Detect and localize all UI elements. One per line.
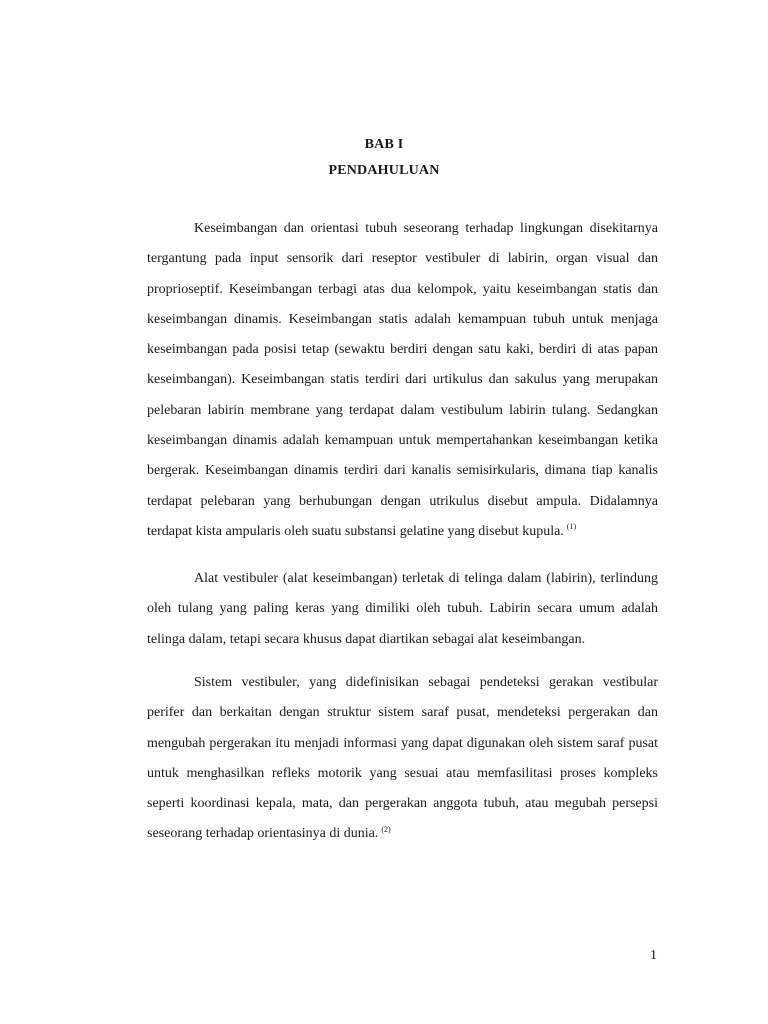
chapter-title: PENDAHULUAN: [328, 163, 440, 178]
paragraph-line-text: seseorang terhadap orientasinya di dunia.: [147, 826, 379, 842]
paragraph-line: Sistem vestibuler, yang didefinisikan sebagai pendeteksi gerakan vestibular: [194, 675, 658, 690]
paragraph-last-line: [147, 819, 658, 849]
paragraph-line: Alat vestibuler (alat keseimbangan) terletak di telinga dalam (labirin), terlindung: [194, 571, 658, 586]
paragraph-line: perifer dan berkaitan dengan struktur sistem saraf pusat, mendeteksi pergerakan dan: [147, 705, 658, 721]
paragraph-3: [147, 668, 658, 850]
paragraph-line: keseimbangan). Keseimbangan statis terdiri dari urtikulus dan sakulus yang merupakan: [147, 372, 658, 388]
paragraph-line: untuk menghasilkan refleks motorik yang sesuai atau memfasilitasi proses kompleks: [147, 765, 658, 781]
page-number: 1: [650, 948, 657, 963]
paragraph-line: pelebaran labirin membrane yang terdapat dalam vestibulum labirin tulang. Sedangkan: [147, 402, 658, 418]
chapter-number: BAB I: [364, 137, 404, 152]
paragraph-line: tergantung pada input sensorik dari reseptor vestibuler di labirin, organ visual dan: [147, 251, 658, 267]
paragraph-line: keseimbangan pada posisi tetap (sewaktu berdiri dengan satu kaki, berdiri di atas papan: [147, 342, 658, 358]
paragraph-line: bergerak. Keseimbangan dinamis terdiri dari kanalis semisirkularis, dimana tiap kanalis: [147, 463, 658, 479]
paragraph-line: Keseimbangan dan orientasi tubuh seseorang terhadap lingkungan disekitarnya: [194, 221, 658, 236]
citation-marker: (2): [381, 824, 391, 834]
paragraph-line: mengubah pergerakan itu menjadi informasi yang dapat digunakan oleh sistem saraf pusat: [147, 735, 658, 751]
paragraph-line: keseimbangan dinamis adalah kemampuan untuk mempertahankan keseimbangan ketika: [147, 433, 658, 449]
paragraph-2: [147, 564, 658, 655]
paragraph-line: telinga dalam, tetapi secara khusus dapat diartikan sebagai alat keseimbangan.: [147, 631, 586, 647]
paragraph-line: oleh tulang yang paling keras yang dimiliki oleh tubuh. Labirin secara umum adalah: [147, 601, 658, 617]
paragraph-line-text: terdapat kista ampularis oleh suatu substansi gelatine yang disebut kupula.: [147, 523, 564, 539]
paragraph-line: keseimbangan dinamis. Keseimbangan statis adalah kemampuan tubuh untuk menjaga: [147, 311, 658, 327]
paragraph-line: seperti koordinasi kepala, mata, dan pergerakan anggota tubuh, atau megubah persepsi: [147, 796, 658, 812]
citation-marker: (1): [566, 522, 577, 532]
paragraph-1: [147, 214, 658, 547]
paragraph-line: terdapat pelebaran yang berhubungan dengan utrikulus disebut ampula. Didalamnya: [147, 493, 658, 509]
paragraph-last-line: [147, 517, 658, 547]
paragraph-line: proprioseptif. Keseimbangan terbagi atas dua kelompok, yaitu keseimbangan statis dan: [147, 281, 658, 297]
